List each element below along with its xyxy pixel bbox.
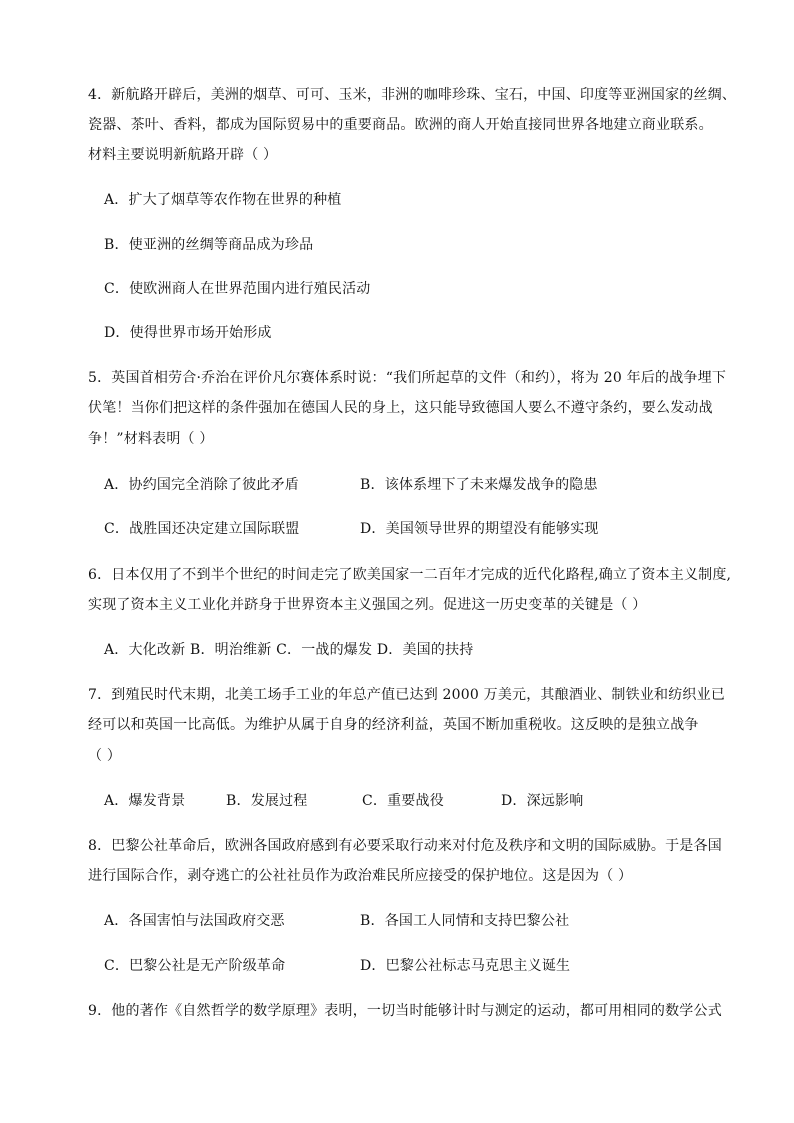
question-7-line-2: 经可以和英国一比高低。为维护从属于自身的经济利益，英国不断加重税收。这反映的是独立战争	[88, 717, 699, 733]
question-7-line-3: （ ）	[88, 748, 122, 764]
question-4-option-c: C．使欧洲商人在世界范围内进行殖民活动	[104, 281, 371, 297]
question-7-option-b: B．发展过程	[226, 793, 308, 809]
question-5-option-b: B．该体系埋下了未来爆发战争的隐患	[360, 477, 598, 493]
question-4-option-d: D．使得世界市场开始形成	[104, 325, 272, 341]
question-6-line-2: 实现了资本主义工业化并跻身于世界资本主义强国之列。促进这一历史变革的关键是（ ）	[88, 597, 647, 613]
question-5-option-a: A．协约国完全消除了彼此矛盾	[104, 477, 299, 493]
question-7-option-c: C．重要战役	[362, 793, 444, 809]
question-8-option-c: C．巴黎公社是无产阶级革命	[104, 958, 286, 974]
question-8-option-b: B．各国工人同情和支持巴黎公社	[360, 913, 570, 929]
question-4-line-2: 瓷器、茶叶、香料，都成为国际贸易中的重要商品。欧洲的商人开始直接同世界各地建立商业联系。	[88, 117, 713, 133]
question-5-option-d: D．美国领导世界的期望没有能够实现	[360, 521, 599, 537]
question-8-line-1: 8．巴黎公社革命后，欧洲各国政府感到有必要采取行动来对付危及秩序和文明的国际威胁。于是各国	[88, 838, 722, 854]
question-6-options: A．大化改新 B．明治维新 C．一战的爆发 D．美国的扶持	[104, 642, 474, 658]
question-8-line-2: 进行国际合作，剥夺逃亡的公社社员作为政治难民所应接受的保护地位。这是因为（ ）	[88, 868, 633, 884]
question-6-line-1: 6．日本仅用了不到半个世纪的时间走完了欧美国家一二百年才完成的近代化路程,确立了资本主义制度,	[88, 567, 732, 583]
question-7-line-1: 7．到殖民时代末期，北美工场手工业的年总产值已达到 2000 万美元，其酿酒业、制铁业和纺织业已	[88, 687, 726, 703]
question-5-line-2: 伏笔！当你们把这样的条件强加在德国人民的身上，这只能导致德国人要么不遵守条约，要么发动战	[88, 400, 713, 416]
question-8-option-d: D．巴黎公社标志马克思主义诞生	[360, 958, 571, 974]
question-4-option-b: B．使亚洲的丝绸等商品成为珍品	[104, 237, 314, 253]
question-4-option-a: A．扩大了烟草等农作物在世界的种植	[104, 192, 342, 208]
question-7-option-a: A．爆发背景	[104, 793, 186, 809]
question-5-line-1: 5．英国首相劳合·乔治在评价凡尔赛体系时说：“我们所起草的文件（和约），将为 20 年后的战争埋下	[88, 370, 727, 386]
question-4-line-3: 材料主要说明新航路开辟（ ）	[88, 147, 278, 163]
question-5-option-c: C．战胜国还决定建立国际联盟	[104, 521, 300, 537]
question-4-line-1: 4．新航路开辟后，美洲的烟草、可可、玉米，非洲的咖啡珍珠、宝石，中国、印度等亚洲国家的丝绸、	[88, 87, 737, 103]
question-5-line-3: 争！”材料表明（ ）	[88, 431, 214, 447]
question-8-option-a: A．各国害怕与法国政府交恶	[104, 913, 285, 929]
question-9-line-1: 9．他的著作《自然哲学的数学原理》表明，一切当时能够计时与测定的运动，都可用相同的数学公式	[88, 1003, 722, 1019]
question-7-option-d: D．深远影响	[501, 793, 584, 809]
